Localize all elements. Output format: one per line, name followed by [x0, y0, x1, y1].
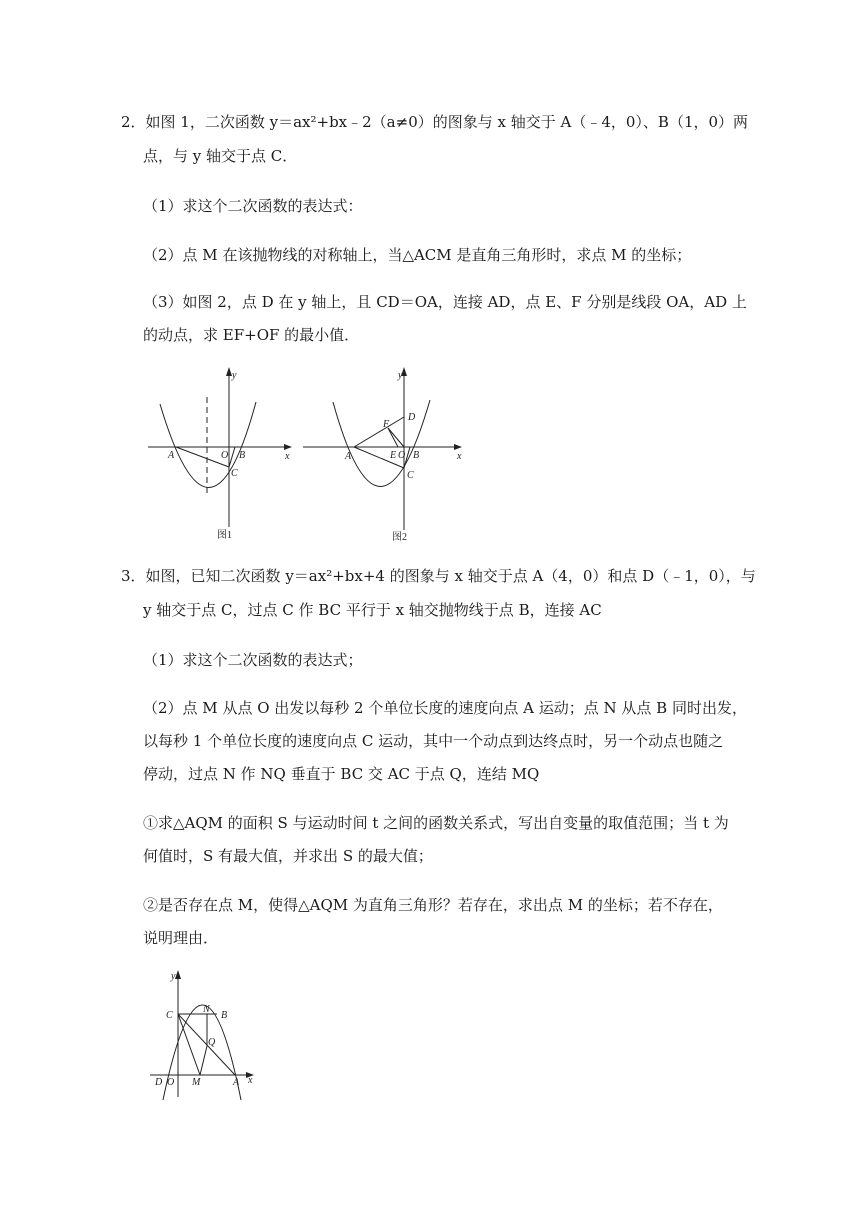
q3-part-2-line-1: （2）点 M 从点 O 出发以每秒 2 个单位长度的速度向点 A 运动；点 N 从点 B 同时出发，	[143, 699, 747, 717]
q2-line-2: 点，与 y 轴交于点 C．	[143, 147, 298, 165]
label-o: O	[221, 450, 229, 461]
q2-part-1: （1）求这个二次函数的表达式：	[143, 197, 363, 215]
label-y: y	[171, 971, 176, 982]
q3-sub-2-line-1: ②是否存在点 M，使得△AQM 为直角三角形？若存在，求出点 M 的坐标；若不存在，	[143, 896, 723, 914]
label-b: B	[221, 1010, 228, 1021]
segment-ad	[354, 417, 404, 447]
label-d: D	[155, 1077, 163, 1088]
label-a: A	[233, 1077, 240, 1088]
figure-3	[145, 965, 270, 1105]
label-b: B	[239, 450, 246, 461]
label-c: C	[166, 1010, 173, 1021]
label-f: F	[383, 419, 390, 430]
label-n: N	[203, 1004, 210, 1015]
segment-cm	[178, 1014, 200, 1075]
parabola	[333, 400, 430, 487]
label-y: y	[398, 370, 403, 381]
y-axis-arrow	[175, 970, 181, 979]
x-axis-arrow	[454, 444, 462, 450]
q2-part-3-line-2: 的动点，求 EF+OF 的最小值．	[143, 326, 360, 344]
label-x: x	[457, 451, 462, 462]
label-d: D	[408, 412, 416, 423]
label-c: C	[407, 470, 414, 481]
q2-part-3-line-1: （3）如图 2，点 D 在 y 轴上，且 CD＝OA，连接 AD，点 E、F 分别是线段 OA，AD 上	[143, 293, 747, 311]
q3-sub-2-line-2: 说明理由．	[143, 929, 219, 947]
figure-2	[300, 362, 475, 547]
x-axis-arrow	[284, 444, 292, 450]
q3-part-1: （1）求这个二次函数的表达式；	[143, 651, 363, 669]
q3-part-2-line-3: 停动，过点 N 作 NQ 垂直于 BC 交 AC 于点 Q，连结 MQ	[143, 765, 540, 783]
label-o: O	[167, 1077, 175, 1088]
label-x: x	[248, 1075, 253, 1086]
figure-1-caption: 图1	[217, 530, 232, 541]
q2-part-2: （2）点 M 在该抛物线的对称轴上，当△ACM 是直角三角形时，求点 M 的坐标；	[143, 246, 692, 264]
label-b: B	[413, 450, 420, 461]
q3-line-2: y 轴交于点 C，过点 C 作 BC 平行于 x 轴交抛物线于点 B，连接 AC	[143, 601, 602, 619]
parabola	[160, 402, 256, 488]
q3-sub-1-line-2: 何值时，S 有最大值，并求出 S 的最大值；	[143, 847, 433, 865]
label-e: E	[390, 450, 397, 461]
label-a: A	[345, 451, 352, 462]
parabola	[163, 1005, 241, 1100]
q3-sub-1-line-1: ①求△AQM 的面积 S 与运动时间 t 之间的函数关系式，写出自变量的取值范围；当 t 为	[143, 814, 729, 832]
label-o: O	[398, 450, 406, 461]
label-c: C	[231, 468, 238, 479]
label-q: Q	[208, 1037, 216, 1048]
label-a: A	[168, 450, 175, 461]
segment-ac	[354, 447, 404, 468]
q2-line-1: 2．如图 1，二次函数 y＝ax²+bx﹣2（a≠0）的图象与 x 轴交于 A（﹣4，0）、B（1，0）两	[121, 113, 749, 131]
label-m: M	[192, 1077, 201, 1088]
q3-line-1: 3．如图，已知二次函数 y＝ax²+bx+4 的图象与 x 轴交于点 A（4，0）和点 D（﹣1，0），与	[121, 567, 756, 585]
segment-qm	[200, 1046, 207, 1075]
figure-2-caption: 图2	[392, 532, 407, 543]
label-x: x	[285, 451, 290, 462]
figure-1	[140, 362, 305, 544]
label-y: y	[232, 370, 237, 381]
q3-part-2-line-2: 以每秒 1 个单位长度的速度向点 C 运动，其中一个动点到达终点时，另一个动点也随之	[143, 732, 724, 750]
